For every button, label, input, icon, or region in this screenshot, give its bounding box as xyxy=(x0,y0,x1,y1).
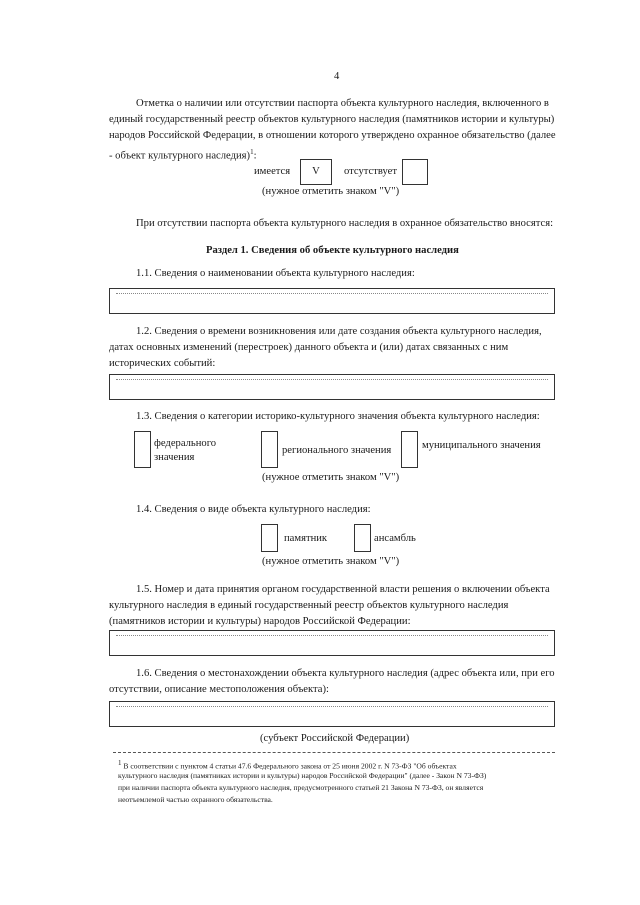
absent-note: При отсутствии паспорта объекта культурного наследия в охранное обязательство вносятся: xyxy=(136,218,554,229)
category-regional-label: регионального значения xyxy=(282,445,392,456)
category-regional-checkbox[interactable] xyxy=(261,431,278,468)
item-1-6-field[interactable] xyxy=(109,701,555,727)
intro-line-4-tail: : xyxy=(253,150,257,162)
category-municipal-checkbox[interactable] xyxy=(401,431,418,468)
passport-absent-label: отсутствует xyxy=(344,166,397,177)
footnote-line-4: неотъемлемой частью охранного обязательства. xyxy=(118,795,273,804)
item-1-4-label: 1.4. Сведения о виде объекта культурного наследия: xyxy=(136,504,371,515)
item-1-6-caption: (субъект Российской Федерации) xyxy=(260,733,410,744)
item-1-3-label: 1.3. Сведения о категории историко-культурного значения объекта культурного наследия: xyxy=(136,411,540,422)
footnote-mark: 1 xyxy=(118,759,122,767)
passport-has-check-mark: V xyxy=(312,166,320,177)
footnote-divider xyxy=(113,752,555,753)
category-municipal-label: муниципального значения xyxy=(422,440,541,451)
item-1-1-label: 1.1. Сведения о наименовании объекта культурного наследия: xyxy=(136,268,415,279)
category-federal-checkbox[interactable] xyxy=(134,431,151,468)
page-number: 4 xyxy=(334,71,340,82)
intro-line-3: народов Российской Федерации, в отношении которого утверждено охранное обязательство (далее xyxy=(109,130,556,141)
item-1-2-line-3: исторических событий: xyxy=(109,358,216,369)
footnote-line-2: культурного наследия (памятниках истории и культуры) народов Российской Федерации" (далее - Закон N 73-ФЗ) xyxy=(118,771,487,780)
item-1-2-line-1: 1.2. Сведения о времени возникновения или дате создания объекта культурного наследия, xyxy=(136,326,542,337)
item-1-2-line-2: датах основных изменений (перестроек) данного объекта и (или) датах связанных с ним xyxy=(109,342,509,353)
item-1-6-line-2: отсутствии, описание местоположения объекта): xyxy=(109,684,329,695)
item-1-5-line-1: 1.5. Номер и дата принятия органом государственной власти решения о включении объекта xyxy=(136,584,550,595)
footnote-line-3: при наличии паспорта объекта культурного наследия, предусмотренного статьей 21 Закона N 73-ФЗ, он является xyxy=(118,783,484,792)
item-1-5-line-2: культурного наследия в единый государственный реестр объектов культурного наследия xyxy=(109,600,509,611)
item-1-6-line-1: 1.6. Сведения о местонахождении объекта культурного наследия (адрес объекта или, при его xyxy=(136,668,555,679)
kind-hint: (нужное отметить знаком "V") xyxy=(262,556,400,567)
passport-has-label: имеется xyxy=(254,166,291,177)
category-federal-label-1: федерального xyxy=(154,438,217,449)
item-1-1-field[interactable] xyxy=(109,288,555,314)
kind-monument-checkbox[interactable] xyxy=(261,524,278,552)
kind-ensemble-checkbox[interactable] xyxy=(354,524,371,552)
intro-line-4-text: - объект культурного наследия) xyxy=(109,150,251,162)
footnote-line-1-text: В соответствии с пунктом 4 статьи 47.6 Федерального закона от 25 июня 2002 г. N 73-ФЗ "Об объектах xyxy=(121,761,457,771)
intro-line-4 xyxy=(109,144,257,165)
item-1-2-field[interactable] xyxy=(109,374,555,400)
kind-monument-label: памятник xyxy=(284,533,328,544)
category-federal-label-2: значения xyxy=(154,452,195,463)
passport-has-checkbox[interactable] xyxy=(300,159,332,185)
footnote-reference: 1 xyxy=(250,148,254,156)
item-1-5-field[interactable] xyxy=(109,630,555,656)
intro-line-2: единый государственный реестр объектов культурного наследия (памятников истории и культуры) xyxy=(109,114,555,125)
kind-ensemble-label: ансамбль xyxy=(374,533,416,544)
passport-hint: (нужное отметить знаком "V") xyxy=(262,186,400,197)
passport-absent-checkbox[interactable] xyxy=(402,159,428,185)
section-1-title: Раздел 1. Сведения об объекте культурного наследия xyxy=(206,245,459,256)
intro-line-1: Отметка о наличии или отсутствии паспорта объекта культурного наследия, включенного в xyxy=(136,98,549,109)
item-1-5-line-3: (памятников истории и культуры) народов Российской Федерации: xyxy=(109,616,411,627)
category-hint: (нужное отметить знаком "V") xyxy=(262,472,400,483)
